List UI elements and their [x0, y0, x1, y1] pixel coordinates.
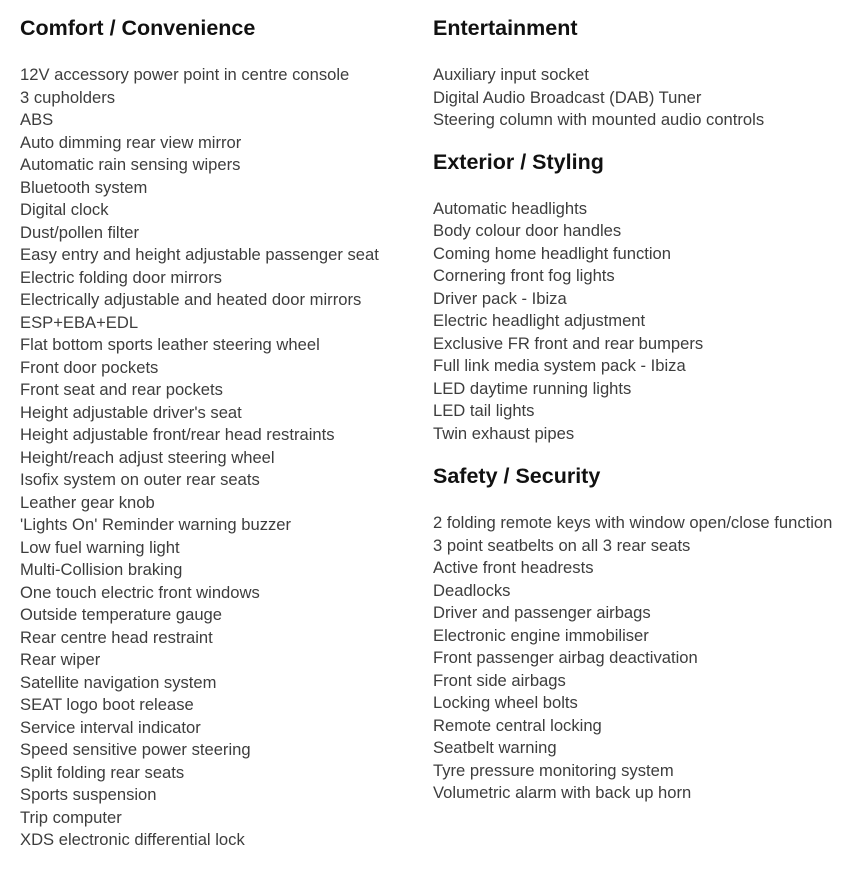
feature-item: Split folding rear seats — [20, 762, 185, 782]
feature-item: 2 folding remote keys with window open/close function — [433, 513, 833, 532]
feature-item: XDS electronic differential lock — [20, 830, 245, 849]
feature-item: Front seat and rear pockets — [20, 380, 223, 399]
feature-item: Front door pockets — [20, 357, 159, 377]
feature-item: Twin exhaust pipes — [433, 423, 575, 443]
feature-item: 'Lights On' Reminder warning buzzer — [20, 515, 292, 534]
comfort-convenience-section — [20, 13, 420, 852]
feature-item: Steering column with mounted audio controls — [433, 110, 765, 129]
feature-item: Remote central locking — [433, 715, 602, 735]
feature-item: SEAT logo boot release — [20, 695, 194, 714]
feature-item: Driver pack - Ibiza — [433, 288, 567, 308]
feature-item: Coming home headlight function — [433, 243, 671, 263]
feature-item: Digital Audio Broadcast (DAB) Tuner — [433, 87, 702, 107]
exterior-styling-section — [433, 147, 853, 446]
safety-security-section — [433, 461, 853, 805]
feature-item: Volumetric alarm with back up horn — [433, 783, 692, 802]
feature-item: Locking wheel bolts — [433, 693, 578, 712]
feature-item: Trip computer — [20, 807, 122, 827]
feature-item: 3 cupholders — [20, 87, 116, 107]
feature-item: LED tail lights — [433, 401, 535, 420]
feature-item: Electronic engine immobiliser — [433, 625, 649, 645]
feature-item: Full link media system pack - Ibiza — [433, 356, 686, 375]
feature-item: Sports suspension — [20, 785, 157, 804]
feature-list — [20, 64, 420, 852]
feature-item: Isofix system on outer rear seats — [20, 470, 260, 489]
left-column — [20, 0, 420, 852]
feature-item: Rear centre head restraint — [20, 627, 213, 647]
feature-item: ESP+EBA+EDL — [20, 312, 139, 332]
feature-item: Front passenger airbag deactivation — [433, 648, 698, 667]
feature-list — [433, 198, 853, 446]
feature-item: Service interval indicator — [20, 717, 201, 737]
entertainment-section — [433, 13, 853, 132]
feature-item: Electric headlight adjustment — [433, 311, 646, 330]
feature-item: Dust/pollen filter — [20, 222, 139, 242]
section-title: Safety / Security — [433, 464, 601, 488]
feature-list — [433, 512, 853, 805]
feature-item: Electrically adjustable and heated door mirrors — [20, 290, 362, 309]
feature-item: Low fuel warning light — [20, 537, 180, 557]
feature-item: 3 point seatbelts on all 3 rear seats — [433, 535, 691, 555]
feature-item: One touch electric front windows — [20, 582, 260, 602]
feature-item: Height adjustable driver's seat — [20, 402, 242, 422]
feature-item: Speed sensitive power steering — [20, 740, 251, 759]
section-title: Entertainment — [433, 16, 578, 40]
feature-item: Active front headrests — [433, 558, 594, 577]
section-title: Exterior / Styling — [433, 149, 604, 174]
feature-item: Height adjustable front/rear head restraints — [20, 425, 335, 444]
feature-item: Cornering front fog lights — [433, 266, 615, 285]
feature-item: Outside temperature gauge — [20, 605, 223, 624]
feature-item: Deadlocks — [433, 580, 511, 600]
right-column — [433, 0, 853, 805]
feature-item: Bluetooth system — [20, 177, 148, 197]
feature-item: Satellite navigation system — [20, 672, 217, 692]
feature-item: Body colour door handles — [433, 221, 622, 240]
feature-item: ABS — [20, 110, 54, 129]
feature-item: Automatic rain sensing wipers — [20, 155, 241, 174]
feature-item: Height/reach adjust steering wheel — [20, 447, 275, 467]
feature-item: Easy entry and height adjustable passenger seat — [20, 245, 379, 264]
feature-item: Electric folding door mirrors — [20, 267, 222, 287]
feature-item: Seatbelt warning — [433, 738, 557, 757]
feature-item: Driver and passenger airbags — [433, 603, 651, 622]
feature-item: Auxiliary input socket — [433, 65, 589, 84]
feature-item: Rear wiper — [20, 650, 101, 669]
feature-item: Front side airbags — [433, 670, 566, 690]
feature-item: Multi-Collision braking — [20, 560, 183, 579]
feature-list — [433, 64, 853, 132]
feature-item: Digital clock — [20, 200, 109, 219]
feature-item: Tyre pressure monitoring system — [433, 760, 674, 780]
feature-item: 12V accessory power point in centre console — [20, 65, 350, 84]
feature-item: Automatic headlights — [433, 198, 588, 218]
feature-item: Leather gear knob — [20, 492, 155, 512]
feature-item: Flat bottom sports leather steering wheel — [20, 335, 320, 354]
section-title: Comfort / Convenience — [20, 16, 256, 40]
feature-item: LED daytime running lights — [433, 378, 632, 398]
feature-item: Auto dimming rear view mirror — [20, 132, 242, 152]
feature-item: Exclusive FR front and rear bumpers — [433, 333, 704, 353]
